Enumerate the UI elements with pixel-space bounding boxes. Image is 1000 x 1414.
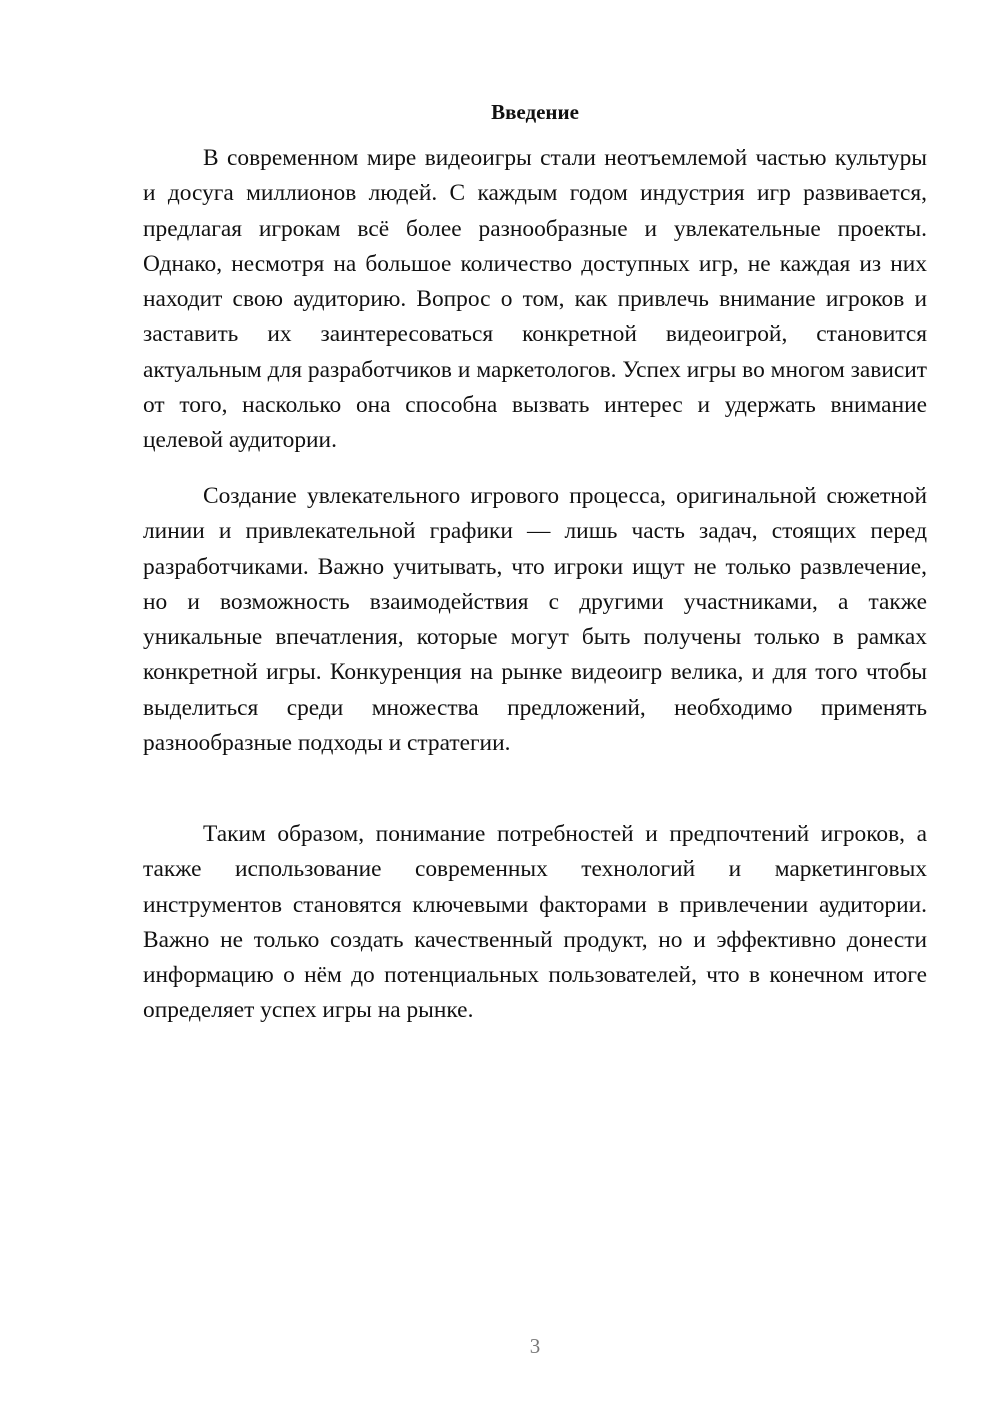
page-number: 3 [529, 1334, 541, 1358]
paragraph-1: В современном мире видеоигры стали неотъемлемой частью культуры и досуга миллионов людей. С каждым годом индустрия игр развивается, предлагая игрокам всё более разнообразные и увлекательные проекты. Однако, несмотря на большое количество доступных игр, не каждая из них находит свою аудиторию. Вопрос о том, как привлечь внимание игроков и заставить их заинтересоваться конкретной видеоигрой, становится актуальным для разработчиков и маркетологов. Успех игры во многом зависит от того, насколько она способна вызвать интерес и удержать внимание целевой аудитории. [143, 145, 927, 454]
section-heading: Введение [491, 100, 579, 124]
paragraph-3: Таким образом, понимание потребностей и предпочтений игроков, а также использование современных технологий и маркетинговых инструментов становятся ключевыми факторами в привлечении аудитории. Важно не только создать качественный продукт, но и эффективно донести информацию о нём до потенциальных пользователей, что в конечном итоге определяет успех игры на рынке. [143, 821, 927, 1024]
paragraph-2: Создание увлекательного игрового процесса, оригинальной сюжетной линии и привлекательной графики — лишь часть задач, стоящих перед разработчиками. Важно учитывать, что игроки ищут не только развлечение, но и возможность взаимодействия с другими участниками, а также уникальные впечатления, которые могут быть получены только в рамках конкретной игры. Конкуренция на рынке видеоигр велика, и для того чтобы выделиться среди множества предложений, необходимо применять разнообразные подходы и стратегии. [143, 483, 927, 757]
